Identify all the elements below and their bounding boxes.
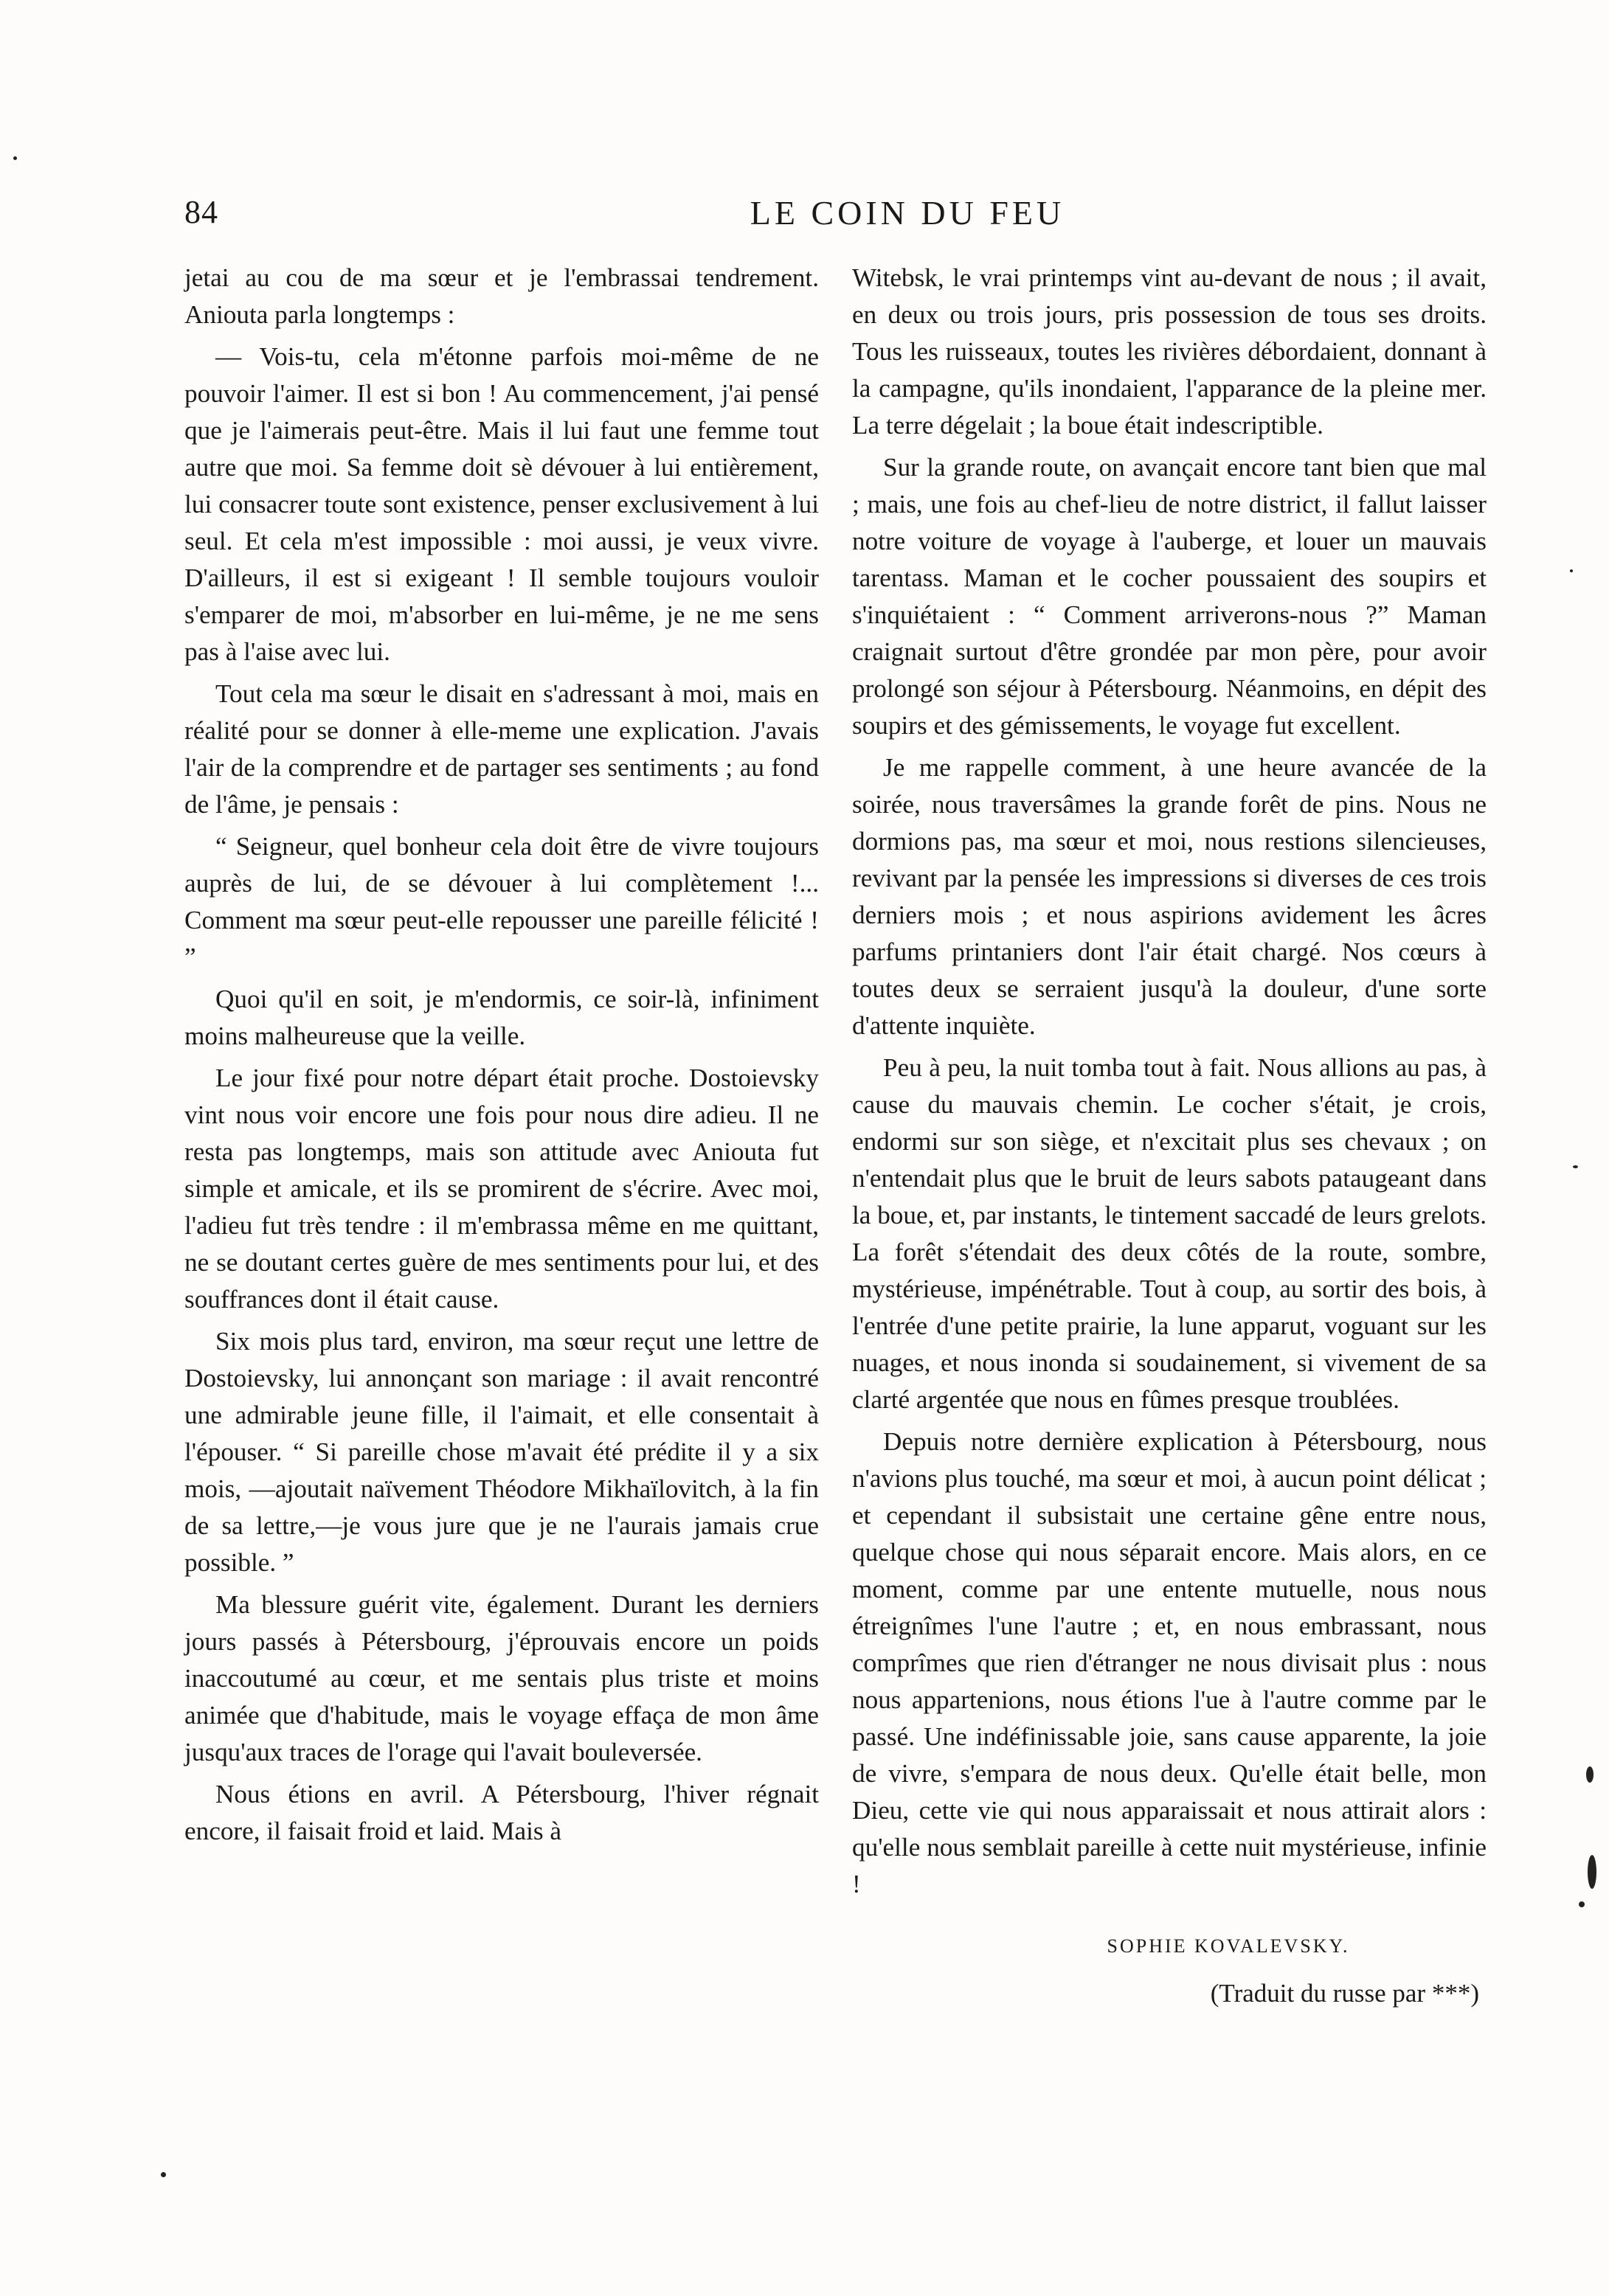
page-number: 84 <box>184 194 218 230</box>
paragraph: Quoi qu'il en soit, je m'endormis, ce soir-là, infiniment moins malheureuse que la veille. <box>184 985 819 1050</box>
translation-note: (Traduit du russe par ***) <box>1210 1979 1479 2008</box>
paragraph: Le jour fixé pour notre départ était proche. Dostoievsky vint nous voir encore une fois pour nous dire adieu. Il ne resta pas longtemps, mais son attitude avec Aniouta fut simple et amicale, et ils se promirent de s'écrire. Avec moi, l'adieu fut très tendre : il m'embrassa même en me quittant, ne se doutant certes guère de mes sentiments pour lui, et des souffrances dont il était cause. <box>184 1064 819 1314</box>
paragraph: Peu à peu, la nuit tomba tout à fait. Nous allions au pas, à cause du mauvais chemin. Le cocher s'était, je crois, endormi sur son siège, et n'excitait plus ses chevaux ; on n'entendait plus que le bruit de leurs sabots pataugeant dans la boue, et, par instants, le tintement saccadé de leurs grelots. La forêt s'étendait des deux côtés de la route, sombre, mystérieuse, impénétrable. Tout à coup, au sortir des bois, à l'entrée d'une petite prairie, la lune apparut, voguant sur les nuages, et nous inonda si soudainement, si vivement de sa clarté argentée que nous en fûmes presque troublées. <box>852 1053 1487 1414</box>
running-title: LE COIN DU FEU <box>750 194 1065 232</box>
paragraph: Six mois plus tard, environ, ma sœur reçut une lettre de Dostoievsky, lui annonçant son mariage : il avait rencontré une admirable jeune fille, il l'aimait, et elle consentait à l'épouser. “ Si pareille chose m'avait été prédite il y a six mois, —ajoutait naïvement Théodore Mikhaïlovitch, à la fin de sa lettre,—je vous jure que je ne l'aurais jamais crue possible. ” <box>184 1327 819 1577</box>
paragraph: “ Seigneur, quel bonheur cela doit être de vivre toujours auprès de lui, de se dévouer à lui complètement !... Comment ma sœur peut-elle repousser une pareille félicité ! ” <box>184 832 819 971</box>
scan-speck <box>1570 569 1573 572</box>
author-signature: SOPHIE KOVALEVSKY. <box>1107 1935 1350 1957</box>
paragraph: Depuis notre dernière explication à Pétersbourg, nous n'avions plus touché, ma sœur et moi, à aucun point délicat ; et cependant il subsistait une certaine gêne entre nous, quelque chose qui nous séparait encore. Mais alors, en ce moment, comme par une entente mutuelle, nous nous étreignîmes l'une l'autre ; et, en nous embrassant, nous comprîmes que rien d'étranger ne nous divisait plus : nous nous appartenions, nous étions l'ue à l'autre comme par le passé. Une indéfinissable joie, sans cause apparente, la joie de vivre, s'empara de nous deux. Qu'elle était belle, mon Dieu, cette vie qui nous apparaissait et nous attirait alors : qu'elle nous semblait pareille à cette nuit mystérieuse, infinie ! <box>852 1427 1487 1898</box>
paragraph: Witebsk, le vrai printemps vint au-devant de nous ; il avait, en deux ou trois jours, pris possession de tous ses droits. Tous les ruisseaux, toutes les rivières débordaient, donnant à la campagne, qu'ils inondaient, l'apparance de la pleine mer. La terre dégelait ; la boue était indescriptible. <box>852 263 1487 440</box>
paragraph: Tout cela ma sœur le disait en s'adressant à moi, mais en réalité pour se donner à elle-meme une explication. J'avais l'air de la comprendre et de partager ses sentiments ; au fond de l'âme, je pensais : <box>184 679 819 819</box>
paragraph: Ma blessure guérit vite, également. Durant les derniers jours passés à Pétersbourg, j'éprouvais encore un poids inaccoutumé au cœur, et me sentais plus triste et moins animée que d'habitude, mais le voyage effaça de mon âme jusqu'aux traces de l'orage qui l'avait bouleversée. <box>184 1590 819 1766</box>
paragraph: Nous étions en avril. A Pétersbourg, l'hiver régnait encore, il faisait froid et laid. Mais à <box>184 1780 819 1845</box>
scan-speck <box>1586 1766 1594 1783</box>
page-header <box>177 193 1505 245</box>
paragraph: Je me rappelle comment, à une heure avancée de la soirée, nous traversâmes la grande forêt de pins. Nous ne dormions pas, ma sœur et moi, nous restions silencieuses, revivant par la pensée les impressions si diverses de ces trois derniers mois ; et nous aspirions avidement les âcres parfums printaniers dont l'air était chargé. Nos cœurs à toutes deux se serraient jusqu'à la douleur, d'une sorte d'attente inquiète. <box>852 753 1487 1040</box>
paragraph: — Vois-tu, cela m'étonne parfois moi-même de ne pouvoir l'aimer. Il est si bon ! Au commencement, j'ai pensé que je l'aimerais peut-être. Mais il lui faut une femme tout autre que moi. Sa femme doit sè dévouer à lui entièrement, lui consacrer toute sont existence, penser exclusivement à lui seul. Et cela m'est impossible : moi aussi, je veux vivre. D'ailleurs, il est si exigeant ! Il semble toujours vouloir s'emparer de moi, m'absorber en lui-même, je ne me sens pas à l'aise avec lui. <box>184 342 819 666</box>
scan-speck <box>161 2172 166 2177</box>
scan-speck <box>1588 1855 1596 1889</box>
scan-speck <box>1579 1901 1585 1907</box>
left-column <box>184 260 819 1855</box>
scan-speck <box>1573 1165 1578 1168</box>
right-column <box>852 260 1487 2012</box>
scan-speck <box>13 156 17 160</box>
paragraph: Sur la grande route, on avançait encore tant bien que mal ; mais, une fois au chef-lieu de notre district, il fallut laisser notre voiture de voyage à l'auberge, et louer un mauvais tarentass. Maman et le cocher poussaient des soupirs et s'inquiétaient : “ Comment arriverons-nous ?” Maman craignait surtout d'être grondée par mon père, pour avoir prolongé son séjour à Pétersbourg. Néanmoins, en dépit des soupirs et des gémissements, le voyage fut excellent. <box>852 453 1487 740</box>
paragraph: jetai au cou de ma sœur et je l'embrassai tendrement. Aniouta parla longtemps : <box>184 263 819 329</box>
